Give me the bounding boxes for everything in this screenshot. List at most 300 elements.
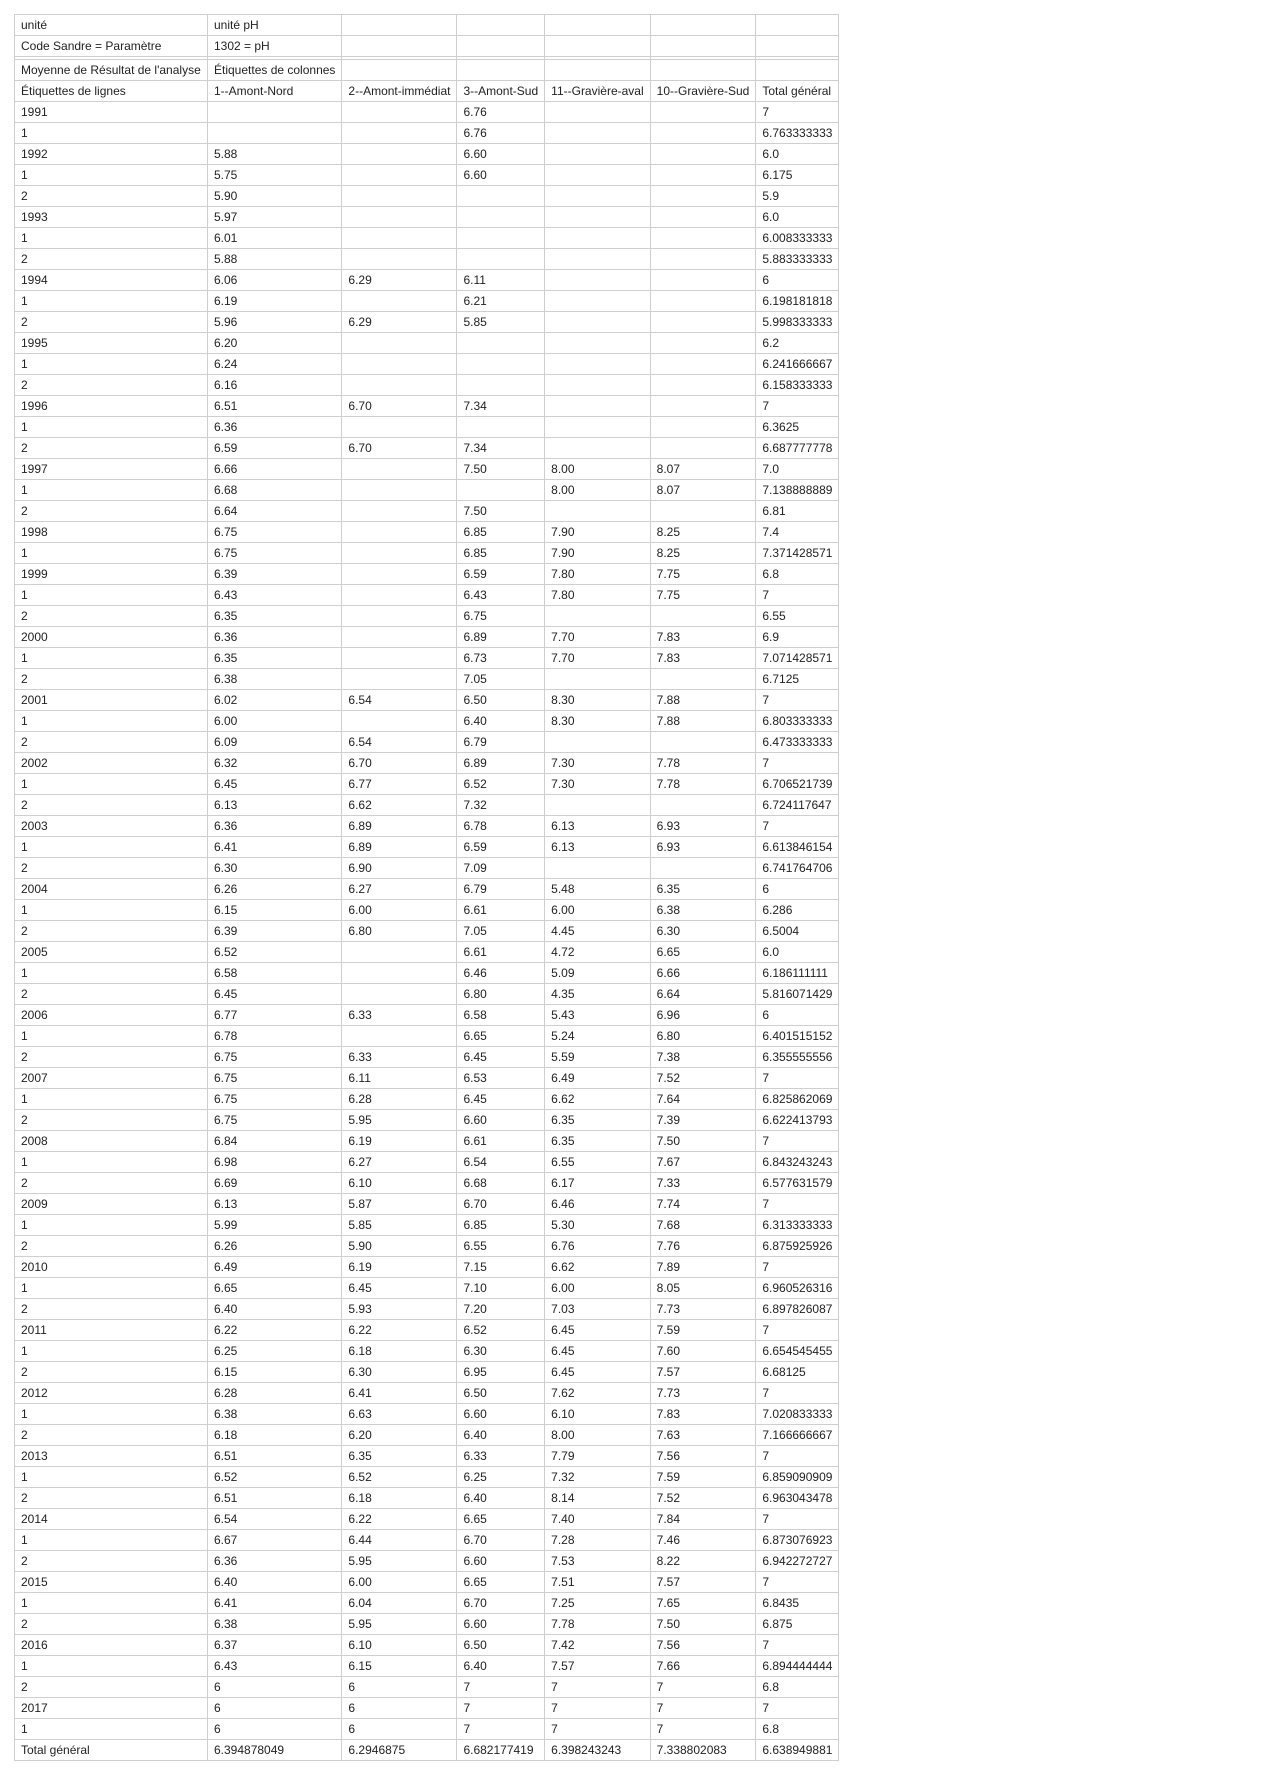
cell[interactable]: 2 <box>15 1488 208 1509</box>
cell[interactable] <box>545 375 650 396</box>
cell[interactable]: 6.36 <box>208 627 342 648</box>
cell[interactable]: 7.73 <box>650 1299 756 1320</box>
cell[interactable]: 6.52 <box>342 1467 457 1488</box>
cell[interactable]: 6.22 <box>208 1320 342 1341</box>
cell[interactable]: 7.51 <box>545 1572 650 1593</box>
cell[interactable]: 8.25 <box>650 543 756 564</box>
cell[interactable]: 6.01 <box>208 228 342 249</box>
cell[interactable]: 6.78 <box>457 816 545 837</box>
cell[interactable]: 2003 <box>15 816 208 837</box>
cell[interactable]: 7.4 <box>756 522 839 543</box>
cell[interactable]: 6.65 <box>457 1026 545 1047</box>
cell[interactable]: 7 <box>756 1635 839 1656</box>
cell[interactable]: 6.51 <box>208 396 342 417</box>
cell[interactable]: 2002 <box>15 753 208 774</box>
cell[interactable]: 5.30 <box>545 1215 650 1236</box>
cell[interactable]: 6.22 <box>342 1509 457 1530</box>
cell[interactable]: 7 <box>650 1719 756 1740</box>
cell[interactable] <box>457 480 545 501</box>
cell[interactable]: 1 <box>15 165 208 186</box>
cell[interactable]: 7.62 <box>545 1383 650 1404</box>
cell[interactable] <box>650 291 756 312</box>
cell[interactable]: 6.80 <box>457 984 545 1005</box>
cell[interactable]: 2009 <box>15 1194 208 1215</box>
cell[interactable]: 6.355555556 <box>756 1047 839 1068</box>
cell[interactable]: 5.95 <box>342 1614 457 1635</box>
cell[interactable]: 7.25 <box>545 1593 650 1614</box>
cell[interactable] <box>545 102 650 123</box>
cell[interactable]: 2 <box>15 669 208 690</box>
cell[interactable]: 6.32 <box>208 753 342 774</box>
cell[interactable]: 6.0 <box>756 207 839 228</box>
cell[interactable]: 1 <box>15 1593 208 1614</box>
cell[interactable] <box>342 291 457 312</box>
cell[interactable]: 6.8435 <box>756 1593 839 1614</box>
cell[interactable]: 6.45 <box>457 1089 545 1110</box>
cell[interactable]: 6.10 <box>342 1173 457 1194</box>
cell[interactable]: 6.70 <box>342 438 457 459</box>
cell[interactable]: 6.963043478 <box>756 1488 839 1509</box>
cell[interactable]: 1 <box>15 1026 208 1047</box>
cell[interactable]: 6.41 <box>208 1593 342 1614</box>
cell[interactable]: 2 <box>15 858 208 879</box>
cell[interactable]: 6 <box>756 879 839 900</box>
cell[interactable]: 7 <box>545 1698 650 1719</box>
cell[interactable] <box>545 732 650 753</box>
cell[interactable]: 6.33 <box>342 1047 457 1068</box>
cell[interactable]: 6.62 <box>545 1089 650 1110</box>
cell[interactable]: 7.74 <box>650 1194 756 1215</box>
cell[interactable]: 6.25 <box>208 1341 342 1362</box>
cell[interactable] <box>342 207 457 228</box>
cell[interactable]: 6.51 <box>208 1446 342 1467</box>
cell[interactable] <box>457 249 545 270</box>
cell[interactable]: 6.0 <box>756 942 839 963</box>
cell[interactable]: 2 <box>15 1677 208 1698</box>
cell[interactable]: 7.57 <box>545 1656 650 1677</box>
cell[interactable]: 6.67 <box>208 1530 342 1551</box>
cell[interactable] <box>545 228 650 249</box>
cell[interactable]: 6.763333333 <box>756 123 839 144</box>
cell[interactable]: 2 <box>15 606 208 627</box>
cell[interactable] <box>457 228 545 249</box>
cell[interactable]: 6.682177419 <box>457 1740 545 1761</box>
cell[interactable]: 6.3625 <box>756 417 839 438</box>
cell[interactable]: 7.020833333 <box>756 1404 839 1425</box>
cell[interactable]: 2 <box>15 1425 208 1446</box>
cell[interactable]: 6.63 <box>342 1404 457 1425</box>
cell[interactable]: 6.35 <box>545 1131 650 1152</box>
cell[interactable]: 2001 <box>15 690 208 711</box>
cell[interactable]: 6.2946875 <box>342 1740 457 1761</box>
cell[interactable]: 6.24 <box>208 354 342 375</box>
cell[interactable]: 6.69 <box>208 1173 342 1194</box>
cell[interactable] <box>457 36 545 57</box>
cell[interactable]: 7.40 <box>545 1509 650 1530</box>
cell[interactable]: 5.48 <box>545 879 650 900</box>
cell[interactable]: 6.38 <box>208 1614 342 1635</box>
cell[interactable]: 6.2 <box>756 333 839 354</box>
cell[interactable]: 6.45 <box>545 1341 650 1362</box>
cell[interactable]: 6.9 <box>756 627 839 648</box>
cell[interactable]: 1 <box>15 711 208 732</box>
cell[interactable]: 6.68 <box>457 1173 545 1194</box>
cell[interactable]: 2005 <box>15 942 208 963</box>
cell[interactable]: 7.28 <box>545 1530 650 1551</box>
cell[interactable]: 6.706521739 <box>756 774 839 795</box>
cell[interactable]: 7 <box>650 1698 756 1719</box>
cell[interactable]: 6.62 <box>342 795 457 816</box>
cell[interactable]: 6.76 <box>545 1236 650 1257</box>
cell[interactable] <box>545 249 650 270</box>
cell[interactable] <box>457 15 545 36</box>
cell[interactable]: 6.50 <box>457 1383 545 1404</box>
cell[interactable]: 6.687777778 <box>756 438 839 459</box>
cell[interactable]: 6.70 <box>342 753 457 774</box>
cell[interactable]: 7.67 <box>650 1152 756 1173</box>
cell[interactable] <box>545 501 650 522</box>
cell[interactable]: 6.473333333 <box>756 732 839 753</box>
cell[interactable]: 6.00 <box>545 900 650 921</box>
cell[interactable]: 5.75 <box>208 165 342 186</box>
cell[interactable]: 7.63 <box>650 1425 756 1446</box>
cell[interactable]: 6.859090909 <box>756 1467 839 1488</box>
cell[interactable]: 6.186111111 <box>756 963 839 984</box>
cell[interactable]: 7.33 <box>650 1173 756 1194</box>
cell[interactable]: 6.45 <box>545 1320 650 1341</box>
cell[interactable] <box>650 795 756 816</box>
cell[interactable]: 7 <box>457 1677 545 1698</box>
cell[interactable]: 7.50 <box>650 1614 756 1635</box>
cell[interactable] <box>342 543 457 564</box>
cell[interactable]: 6.59 <box>457 837 545 858</box>
cell[interactable]: 6.175 <box>756 165 839 186</box>
cell[interactable]: 6 <box>208 1677 342 1698</box>
cell[interactable]: 7 <box>650 1677 756 1698</box>
cell[interactable] <box>342 522 457 543</box>
cell[interactable] <box>342 480 457 501</box>
cell[interactable]: 7.64 <box>650 1089 756 1110</box>
cell[interactable]: 6.39 <box>208 564 342 585</box>
cell[interactable]: 6.75 <box>208 1089 342 1110</box>
cell[interactable]: 6.64 <box>208 501 342 522</box>
cell[interactable]: 6.52 <box>208 942 342 963</box>
cell[interactable]: 5.998333333 <box>756 312 839 333</box>
cell[interactable]: unité pH <box>208 15 342 36</box>
cell[interactable] <box>342 102 457 123</box>
cell[interactable]: 1 <box>15 543 208 564</box>
cell[interactable]: 6.54 <box>208 1509 342 1530</box>
cell[interactable] <box>650 501 756 522</box>
cell[interactable]: 7 <box>756 1698 839 1719</box>
cell[interactable]: 7.52 <box>650 1068 756 1089</box>
cell[interactable]: 6.40 <box>457 1656 545 1677</box>
cell[interactable]: 6.77 <box>342 774 457 795</box>
cell[interactable]: 7.50 <box>457 459 545 480</box>
cell[interactable]: 6.45 <box>457 1047 545 1068</box>
cell[interactable] <box>457 417 545 438</box>
cell[interactable]: 3--Amont-Sud <box>457 81 545 102</box>
cell[interactable] <box>756 15 839 36</box>
cell[interactable]: 6.64 <box>650 984 756 1005</box>
cell[interactable]: 7.34 <box>457 396 545 417</box>
cell[interactable]: 6.66 <box>650 963 756 984</box>
cell[interactable]: 6 <box>342 1719 457 1740</box>
cell[interactable] <box>545 606 650 627</box>
cell[interactable]: 6.75 <box>457 606 545 627</box>
cell[interactable]: 6.13 <box>208 1194 342 1215</box>
cell[interactable] <box>342 186 457 207</box>
cell[interactable]: 2004 <box>15 879 208 900</box>
cell[interactable]: 6 <box>342 1698 457 1719</box>
cell[interactable] <box>457 186 545 207</box>
cell[interactable]: 6.68 <box>208 480 342 501</box>
cell[interactable]: 2012 <box>15 1383 208 1404</box>
cell[interactable]: 6.39 <box>208 921 342 942</box>
cell[interactable]: 5.99 <box>208 1215 342 1236</box>
cell[interactable]: 6.803333333 <box>756 711 839 732</box>
cell[interactable]: 7.20 <box>457 1299 545 1320</box>
cell[interactable] <box>342 984 457 1005</box>
cell[interactable]: 7 <box>756 1257 839 1278</box>
cell[interactable]: 6.27 <box>342 879 457 900</box>
cell[interactable]: 6.93 <box>650 837 756 858</box>
cell[interactable]: 6.40 <box>208 1572 342 1593</box>
cell[interactable]: 1 <box>15 963 208 984</box>
cell[interactable]: 7.80 <box>545 564 650 585</box>
cell[interactable] <box>342 228 457 249</box>
cell[interactable] <box>650 165 756 186</box>
cell[interactable]: 7.60 <box>650 1341 756 1362</box>
cell[interactable] <box>208 102 342 123</box>
cell[interactable]: 6.398243243 <box>545 1740 650 1761</box>
cell[interactable]: 6 <box>208 1719 342 1740</box>
cell[interactable]: 7.50 <box>650 1131 756 1152</box>
cell[interactable]: 6.875 <box>756 1614 839 1635</box>
cell[interactable]: 6.15 <box>208 900 342 921</box>
cell[interactable]: 7.05 <box>457 921 545 942</box>
cell[interactable]: 7.70 <box>545 627 650 648</box>
cell[interactable]: 7 <box>756 1383 839 1404</box>
cell[interactable]: 5.59 <box>545 1047 650 1068</box>
cell[interactable]: 6.09 <box>208 732 342 753</box>
cell[interactable]: 7.59 <box>650 1320 756 1341</box>
cell[interactable] <box>650 228 756 249</box>
cell[interactable]: 6.8 <box>756 1677 839 1698</box>
cell[interactable]: 8.05 <box>650 1278 756 1299</box>
cell[interactable]: 7.75 <box>650 564 756 585</box>
cell[interactable] <box>342 669 457 690</box>
cell[interactable]: 6.10 <box>545 1404 650 1425</box>
cell[interactable]: 7.75 <box>650 585 756 606</box>
cell[interactable]: 6.25 <box>457 1467 545 1488</box>
cell[interactable]: 7.166666667 <box>756 1425 839 1446</box>
cell[interactable]: 6.85 <box>457 1215 545 1236</box>
cell[interactable]: 2000 <box>15 627 208 648</box>
cell[interactable]: 7.34 <box>457 438 545 459</box>
cell[interactable]: 7.59 <box>650 1467 756 1488</box>
cell[interactable]: 6.942272727 <box>756 1551 839 1572</box>
cell[interactable]: 6.78 <box>208 1026 342 1047</box>
cell[interactable]: 6.61 <box>457 1131 545 1152</box>
cell[interactable]: 7.83 <box>650 627 756 648</box>
cell[interactable] <box>545 165 650 186</box>
cell[interactable] <box>457 333 545 354</box>
cell[interactable]: 6.22 <box>342 1320 457 1341</box>
cell[interactable]: 1 <box>15 354 208 375</box>
cell[interactable]: 6.35 <box>650 879 756 900</box>
cell[interactable]: 2014 <box>15 1509 208 1530</box>
cell[interactable]: 6.33 <box>457 1446 545 1467</box>
cell[interactable]: 7 <box>545 1719 650 1740</box>
cell[interactable]: 6.45 <box>342 1278 457 1299</box>
cell[interactable]: 6.60 <box>457 1110 545 1131</box>
cell[interactable]: 6.875925926 <box>756 1236 839 1257</box>
cell[interactable]: 7.57 <box>650 1362 756 1383</box>
cell[interactable]: 7 <box>545 1677 650 1698</box>
cell[interactable]: 6.75 <box>208 1047 342 1068</box>
cell[interactable]: 6.241666667 <box>756 354 839 375</box>
cell[interactable] <box>756 36 839 57</box>
cell[interactable]: 1 <box>15 1341 208 1362</box>
cell[interactable]: 6.59 <box>457 564 545 585</box>
cell[interactable]: 5.95 <box>342 1110 457 1131</box>
cell[interactable]: 6.00 <box>342 1572 457 1593</box>
cell[interactable]: 6.35 <box>545 1110 650 1131</box>
cell[interactable] <box>650 186 756 207</box>
cell[interactable]: 7 <box>756 1446 839 1467</box>
cell[interactable]: 7.76 <box>650 1236 756 1257</box>
cell[interactable]: 2 <box>15 186 208 207</box>
cell[interactable]: 8.00 <box>545 1425 650 1446</box>
cell[interactable] <box>545 312 650 333</box>
cell[interactable]: 1 <box>15 1404 208 1425</box>
cell[interactable]: 6.008333333 <box>756 228 839 249</box>
cell[interactable] <box>545 123 650 144</box>
cell[interactable]: 1 <box>15 1656 208 1677</box>
cell[interactable]: 6.60 <box>457 1404 545 1425</box>
cell[interactable] <box>342 36 457 57</box>
cell[interactable]: 1 <box>15 1152 208 1173</box>
cell[interactable] <box>650 606 756 627</box>
cell[interactable]: 6.68125 <box>756 1362 839 1383</box>
cell[interactable]: 6.51 <box>208 1488 342 1509</box>
cell[interactable]: 5.96 <box>208 312 342 333</box>
cell[interactable]: 6.873076923 <box>756 1530 839 1551</box>
cell[interactable]: 7.83 <box>650 1404 756 1425</box>
cell[interactable]: 7.89 <box>650 1257 756 1278</box>
cell[interactable]: 6.00 <box>545 1278 650 1299</box>
cell[interactable]: 1 <box>15 480 208 501</box>
cell[interactable]: 7.90 <box>545 522 650 543</box>
cell[interactable]: 6.76 <box>457 123 545 144</box>
cell[interactable]: 7.50 <box>457 501 545 522</box>
cell[interactable]: 6.40 <box>457 1488 545 1509</box>
cell[interactable]: 6.73 <box>457 648 545 669</box>
cell[interactable] <box>650 312 756 333</box>
cell[interactable] <box>342 711 457 732</box>
cell[interactable]: 6.90 <box>342 858 457 879</box>
cell[interactable]: 8.00 <box>545 480 650 501</box>
cell[interactable]: 2 <box>15 1047 208 1068</box>
cell[interactable]: 2 <box>15 1110 208 1131</box>
cell[interactable]: Total général <box>756 81 839 102</box>
cell[interactable]: 1 <box>15 585 208 606</box>
cell[interactable]: 6.15 <box>342 1656 457 1677</box>
cell[interactable]: 6.81 <box>756 501 839 522</box>
cell[interactable]: 7.65 <box>650 1593 756 1614</box>
cell[interactable] <box>342 354 457 375</box>
cell[interactable]: 6.59 <box>208 438 342 459</box>
cell[interactable]: 6.75 <box>208 543 342 564</box>
cell[interactable] <box>342 15 457 36</box>
cell[interactable]: 6.49 <box>545 1068 650 1089</box>
cell[interactable]: 2 <box>15 1299 208 1320</box>
cell[interactable]: 1 <box>15 1719 208 1740</box>
cell[interactable]: 2007 <box>15 1068 208 1089</box>
cell[interactable]: 2015 <box>15 1572 208 1593</box>
cell[interactable] <box>650 123 756 144</box>
cell[interactable]: 6.18 <box>342 1488 457 1509</box>
cell[interactable]: 4.45 <box>545 921 650 942</box>
cell[interactable]: 6.61 <box>457 942 545 963</box>
cell[interactable]: 6.89 <box>457 753 545 774</box>
cell[interactable]: Étiquettes de colonnes <box>208 60 342 81</box>
cell[interactable]: 5.93 <box>342 1299 457 1320</box>
cell[interactable]: 7.30 <box>545 774 650 795</box>
cell[interactable] <box>545 207 650 228</box>
cell[interactable]: 6.613846154 <box>756 837 839 858</box>
cell[interactable]: 6.38 <box>208 669 342 690</box>
cell[interactable]: 2008 <box>15 1131 208 1152</box>
cell[interactable] <box>342 942 457 963</box>
cell[interactable]: 6.13 <box>545 816 650 837</box>
cell[interactable]: 4.35 <box>545 984 650 1005</box>
cell[interactable]: 8.30 <box>545 711 650 732</box>
cell[interactable]: 6.20 <box>208 333 342 354</box>
cell[interactable] <box>545 795 650 816</box>
cell[interactable]: 6.41 <box>342 1383 457 1404</box>
cell[interactable]: 7.05 <box>457 669 545 690</box>
cell[interactable]: 6.06 <box>208 270 342 291</box>
cell[interactable] <box>342 459 457 480</box>
cell[interactable]: 6.76 <box>457 102 545 123</box>
cell[interactable]: 6.70 <box>342 396 457 417</box>
cell[interactable]: 6.37 <box>208 1635 342 1656</box>
cell[interactable]: 1 <box>15 1278 208 1299</box>
cell[interactable] <box>342 963 457 984</box>
cell[interactable]: 6.401515152 <box>756 1026 839 1047</box>
cell[interactable] <box>650 417 756 438</box>
cell[interactable]: 6.741764706 <box>756 858 839 879</box>
cell[interactable]: 7.53 <box>545 1551 650 1572</box>
cell[interactable]: 6.53 <box>457 1068 545 1089</box>
cell[interactable]: 6.50 <box>457 690 545 711</box>
cell[interactable]: 1994 <box>15 270 208 291</box>
cell[interactable] <box>756 60 839 81</box>
cell[interactable]: 7.371428571 <box>756 543 839 564</box>
cell[interactable]: 6.35 <box>208 606 342 627</box>
cell[interactable]: 8.14 <box>545 1488 650 1509</box>
cell[interactable]: 7.10 <box>457 1278 545 1299</box>
cell[interactable]: 2 <box>15 984 208 1005</box>
cell[interactable] <box>457 207 545 228</box>
cell[interactable]: 6.960526316 <box>756 1278 839 1299</box>
cell[interactable]: 7 <box>756 1194 839 1215</box>
cell[interactable] <box>650 15 756 36</box>
cell[interactable]: 6 <box>208 1698 342 1719</box>
cell[interactable] <box>342 1026 457 1047</box>
